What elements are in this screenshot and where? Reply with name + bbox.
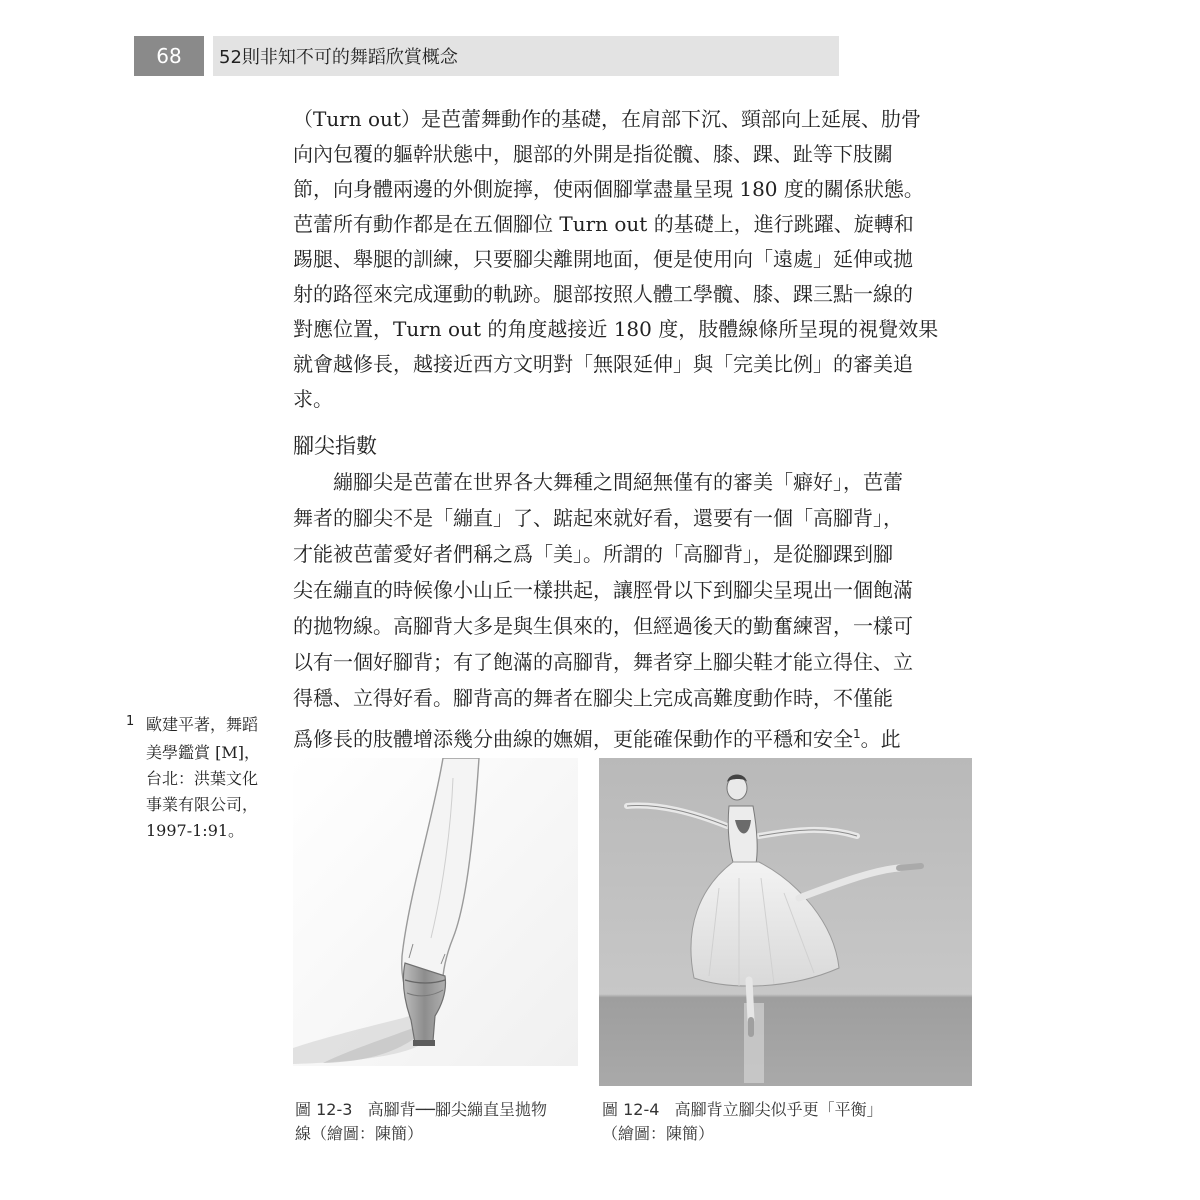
footnote-line: 歐建平著，舞蹈 [146,715,259,734]
body-line: 射的路徑來完成運動的軌跡。腿部按照人體工學髖、膝、踝三點一線的 [293,282,913,306]
section-heading: 腳尖指數 [293,434,377,458]
body-line: 向內包覆的軀幹狀態中，腿部的外開是指從髖、膝、踝、趾等下肢關 [293,142,893,166]
body-line: 才能被芭蕾愛好者們稱之爲「美」。所謂的「高腳背」，是從腳踝到腳 [293,542,893,566]
body-line: （Turn out）是芭蕾舞動作的基礎，在肩部下沉、頸部向上延展、肋骨 [293,107,921,131]
body-line: 舞者的腳尖不是「繃直」了、踮起來就好看，還要有一個「高腳背」， [293,506,903,530]
body-line: 繃腳尖是芭蕾在世界各大舞種之間絕無僅有的審美「癖好」，芭蕾 [293,470,903,494]
figure-caption [295,1098,547,1122]
ballerina-illustration [599,758,972,1086]
footnote-line: 美學鑑賞 [M]， [146,743,260,762]
body-line [293,716,901,752]
body-line: 就會越修長，越接近西方文明對「無限延伸」與「完美比例」的審美追 [293,352,913,376]
body-line: 求。 [293,387,333,411]
page-number: 68 [134,36,204,76]
caption-text: 高腳背──腳尖繃直呈拋物 [367,1100,547,1119]
figure-caption [602,1098,883,1122]
body-line: 對應位置，Turn out 的角度越接近 180 度，肢體線條所呈現的視覺效果 [293,317,939,341]
caption-text: 高腳背立腳尖似乎更「平衡」 [674,1100,883,1119]
footnote-reference[interactable]: 1 [853,727,861,741]
body-line: 得穩、立得好看。腳背高的舞者在腳尖上完成高難度動作時，不僅能 [293,686,893,710]
body-text: 爲修長的肢體增添幾分曲線的嫵媚，更能確保動作的平穩和安全 [293,727,853,751]
body-line: 節，向身體兩邊的外側旋擰，使兩個腳掌盡量呈現 180 度的關係狀態。 [293,177,924,201]
body-text: 。此 [860,727,901,751]
caption-text: （繪圖：陳簡） [602,1124,715,1143]
body-line: 踢腿、舉腿的訓練，只要腳尖離開地面，便是使用向「遠處」延伸或拋 [293,247,913,271]
pointe-foot-illustration [293,758,578,1066]
footnote-line: 台北：洪葉文化 [146,769,259,788]
figure-ballerina [599,758,972,1086]
body-line: 的拋物線。高腳背大多是與生俱來的，但經過後天的勤奮練習，一樣可 [293,614,913,638]
footnote-line: 1997-1:91。 [146,821,245,840]
body-line: 尖在繃直的時候像小山丘一樣拱起，讓脛骨以下到腳尖呈現出一個飽滿 [293,578,913,602]
figure-label: 圖 12-4 [602,1100,660,1119]
figure-label: 圖 12-3 [295,1100,353,1119]
caption-text: 線（繪圖：陳簡） [295,1124,424,1143]
footnote-line: 事業有限公司， [146,795,259,814]
body-line: 以有一個好腳背；有了飽滿的高腳背，舞者穿上腳尖鞋才能立得住、立 [293,650,913,674]
body-line: 芭蕾所有動作都是在五個腳位 Turn out 的基礎上，進行跳躍、旋轉和 [293,212,914,236]
footnote-mark: 1 [126,714,135,729]
running-title: 52則非知不可的舞蹈欣賞概念 [213,36,839,76]
figure-pointe-foot [293,758,578,1066]
